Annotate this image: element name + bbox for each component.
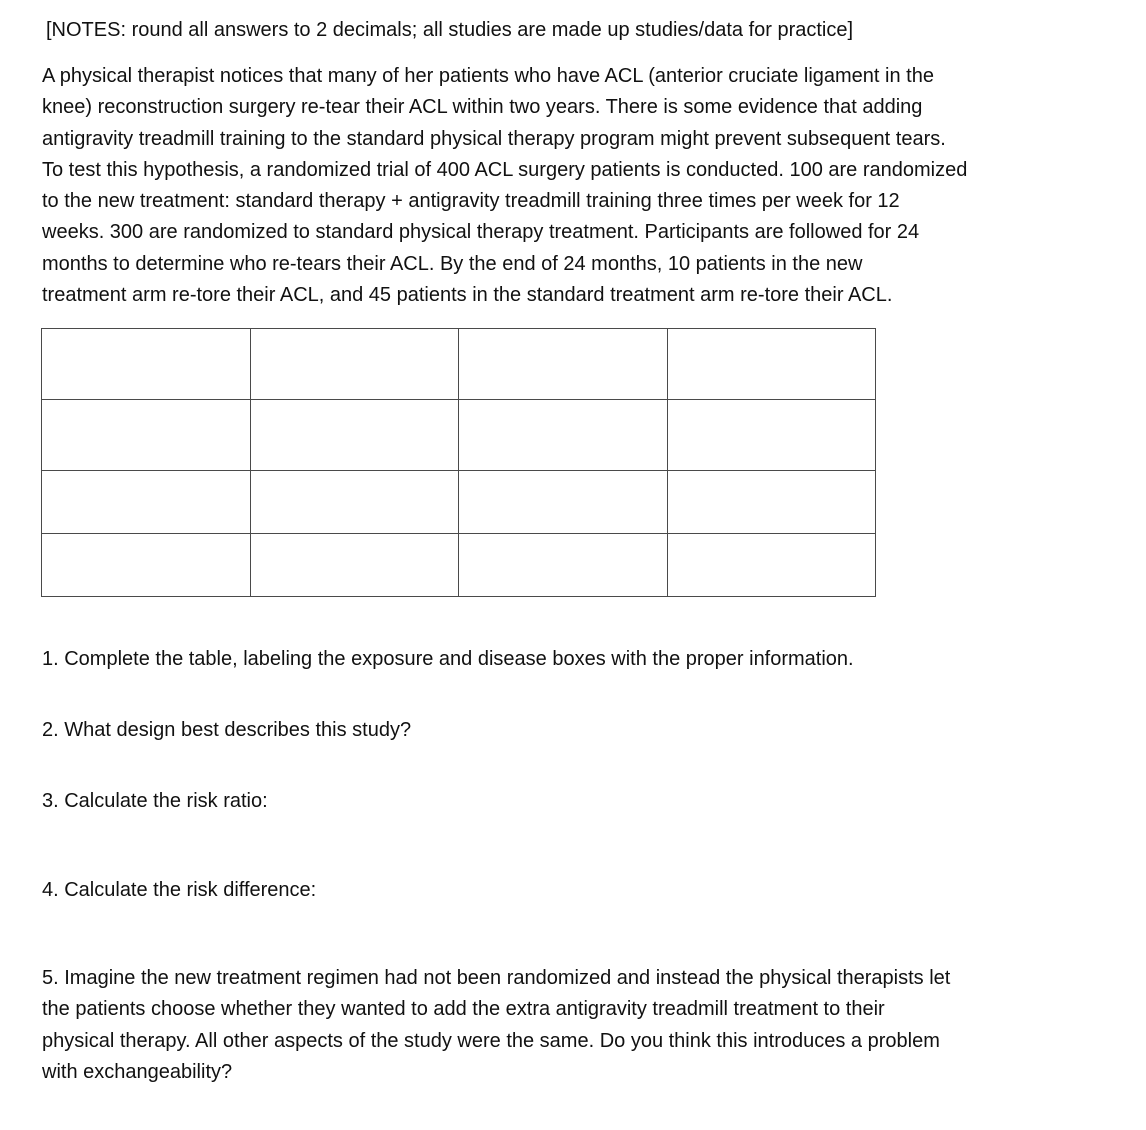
question-line: 3. Calculate the risk ratio:	[42, 790, 268, 812]
question-line: 2. What design best describes this study?	[42, 719, 412, 741]
question-line: the patients choose whether they wanted to add the extra antigravity treadmill treatment to their	[42, 998, 885, 1021]
intro-paragraph	[42, 61, 1102, 311]
intro-line: To test this hypothesis, a randomized trial of 400 ACL surgery patients is conducted. 100 are randomized	[42, 158, 968, 181]
intro-line: antigravity treadmill training to the standard physical therapy program might prevent subsequent tears.	[42, 127, 946, 150]
table-row	[42, 329, 876, 400]
question-line: 4. Calculate the risk difference:	[42, 879, 317, 901]
table-cell[interactable]	[42, 534, 251, 597]
table-cell[interactable]	[459, 400, 668, 471]
table-cell[interactable]	[459, 471, 668, 534]
intro-line: months to determine who re-tears their ACL. By the end of 24 months, 10 patients in the new	[42, 252, 863, 275]
notes-line: [NOTES: round all answers to 2 decimals; all studies are made up studies/data for practice]	[46, 19, 854, 41]
intro-line: to the new treatment: standard therapy + antigravity treadmill training three times per week for 12	[42, 190, 900, 213]
intro-line: treatment arm re-tore their ACL, and 45 patients in the standard treatment arm re-tore their ACL.	[42, 284, 893, 307]
table-cell[interactable]	[667, 400, 876, 471]
intro-line: A physical therapist notices that many of her patients who have ACL (anterior cruciate ligament in the	[42, 65, 934, 87]
table-cell[interactable]	[42, 329, 251, 400]
table-row	[42, 534, 876, 597]
table-cell[interactable]	[667, 471, 876, 534]
table-cell[interactable]	[667, 534, 876, 597]
question-line: with exchangeability?	[42, 1060, 233, 1083]
table-cell[interactable]	[250, 471, 459, 534]
question-5	[42, 963, 950, 1088]
table-cell[interactable]	[250, 534, 459, 597]
table-cell[interactable]	[42, 400, 251, 471]
table-cell[interactable]	[459, 534, 668, 597]
table-row	[42, 400, 876, 471]
intro-line: weeks. 300 are randomized to standard physical therapy treatment. Participants are followed for 24	[42, 221, 920, 244]
table-cell[interactable]	[250, 400, 459, 471]
table-row	[42, 471, 876, 534]
table-cell[interactable]	[667, 329, 876, 400]
table-cell[interactable]	[42, 471, 251, 534]
question-line: 1. Complete the table, labeling the exposure and disease boxes with the proper information.	[42, 648, 854, 670]
question-line: 5. Imagine the new treatment regimen had not been randomized and instead the physical therapists let	[42, 967, 951, 989]
question-1	[42, 644, 854, 675]
question-line: physical therapy. All other aspects of the study were the same. Do you think this introduces a problem	[42, 1029, 940, 1052]
table-cell[interactable]	[459, 329, 668, 400]
question-4	[42, 875, 316, 906]
intro-line: knee) reconstruction surgery re-tear their ACL within two years. There is some evidence that adding	[42, 96, 923, 119]
question-2	[42, 715, 411, 746]
table-cell[interactable]	[250, 329, 459, 400]
two-by-two-table	[41, 328, 876, 597]
question-3	[42, 786, 268, 817]
